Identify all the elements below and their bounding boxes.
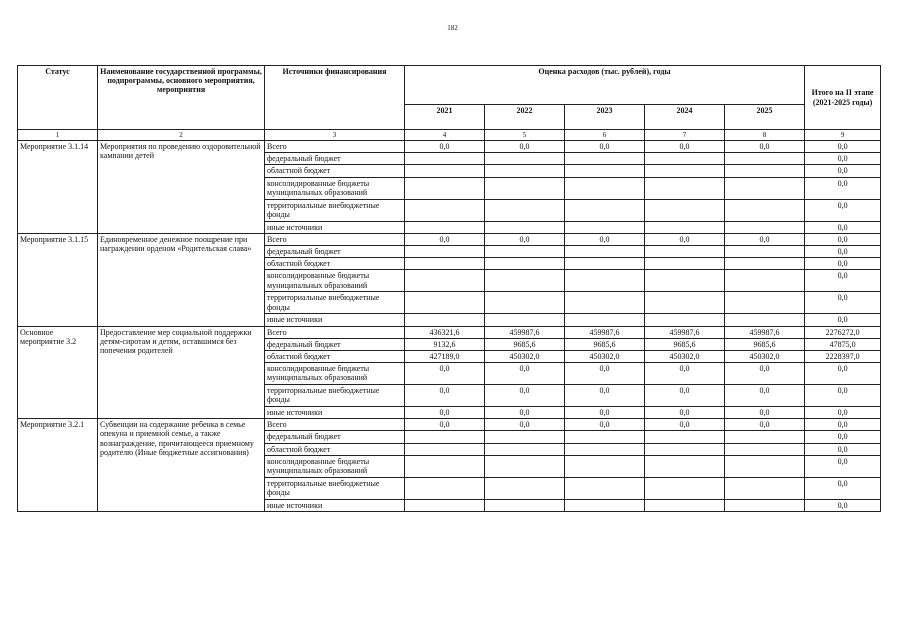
total-value: 0,0 — [805, 477, 881, 499]
year-value — [645, 199, 725, 221]
year-value — [485, 258, 565, 270]
year-value — [645, 153, 725, 165]
year-value — [485, 153, 565, 165]
total-value: 0,0 — [805, 141, 881, 153]
total-value: 0,0 — [805, 153, 881, 165]
year-value — [485, 221, 565, 233]
year-value — [565, 245, 645, 257]
total-value: 0,0 — [805, 443, 881, 455]
column-number: 9 — [805, 130, 881, 141]
table-row — [18, 233, 881, 245]
funding-source: федеральный бюджет — [265, 153, 405, 165]
funding-source: Всего — [265, 419, 405, 431]
funding-source: Всего — [265, 233, 405, 245]
year-value — [565, 292, 645, 314]
header-estimate: Оценка расходов (тыс. рублей), годы — [405, 66, 805, 105]
year-value: 0,0 — [725, 363, 805, 385]
column-number: 6 — [565, 130, 645, 141]
year-value — [485, 199, 565, 221]
funding-source: территориальные внебюджетные фонды — [265, 199, 405, 221]
year-value — [485, 499, 565, 511]
year-value — [405, 221, 485, 233]
header-year: 2024 — [645, 105, 725, 130]
column-number: 3 — [265, 130, 405, 141]
year-value: 0,0 — [725, 141, 805, 153]
year-value — [645, 177, 725, 199]
column-number: 5 — [485, 130, 565, 141]
year-value — [565, 314, 645, 326]
year-value: 0,0 — [725, 233, 805, 245]
funding-source: иные источники — [265, 407, 405, 419]
funding-source: областной бюджет — [265, 350, 405, 362]
year-value — [725, 499, 805, 511]
year-value: 0,0 — [405, 363, 485, 385]
year-value — [565, 499, 645, 511]
year-value — [405, 292, 485, 314]
year-value: 0,0 — [725, 419, 805, 431]
year-value — [485, 314, 565, 326]
total-value: 0,0 — [805, 165, 881, 177]
year-value — [565, 199, 645, 221]
total-value: 0,0 — [805, 314, 881, 326]
year-value: 0,0 — [645, 407, 725, 419]
header-sources: Источники финансирования — [265, 66, 405, 130]
year-value: 459987,6 — [725, 326, 805, 338]
row-status: Мероприятие 3.1.14 — [18, 141, 98, 234]
total-value: 0,0 — [805, 199, 881, 221]
year-value — [405, 177, 485, 199]
year-value: 9685,6 — [565, 338, 645, 350]
year-value — [405, 477, 485, 499]
funding-source: Всего — [265, 141, 405, 153]
year-value: 0,0 — [645, 363, 725, 385]
column-number: 2 — [98, 130, 265, 141]
total-value: 0,0 — [805, 455, 881, 477]
funding-source: федеральный бюджет — [265, 245, 405, 257]
year-value — [565, 431, 645, 443]
year-value: 9685,6 — [645, 338, 725, 350]
funding-source: консолидированные бюджеты муниципальных образований — [265, 270, 405, 292]
year-value: 0,0 — [645, 419, 725, 431]
header-name: Наименование государственной программы, подпрограммы, основного мероприятия, мероприятия — [98, 66, 265, 130]
year-value — [725, 314, 805, 326]
year-value: 0,0 — [485, 141, 565, 153]
total-value: 2228397,0 — [805, 350, 881, 362]
row-name: Субвенции на содержание ребенка в семье опекуна и приемной семье, а также вознаграждение, причитающееся приемному родителю (Иные бюджетные ассигнования) — [98, 419, 265, 512]
year-value: 459987,6 — [565, 326, 645, 338]
year-value — [645, 292, 725, 314]
year-value — [725, 431, 805, 443]
year-value — [645, 165, 725, 177]
year-value — [645, 258, 725, 270]
page-number: 182 — [447, 24, 458, 32]
funding-source: консолидированные бюджеты муниципальных образований — [265, 455, 405, 477]
year-value: 0,0 — [485, 363, 565, 385]
year-value: 0,0 — [565, 385, 645, 407]
year-value — [485, 455, 565, 477]
year-value — [405, 245, 485, 257]
total-value: 0,0 — [805, 233, 881, 245]
year-value — [725, 221, 805, 233]
year-value — [485, 443, 565, 455]
year-value: 459987,6 — [645, 326, 725, 338]
funding-source: территориальные внебюджетные фонды — [265, 477, 405, 499]
header-year: 2022 — [485, 105, 565, 130]
year-value: 450302,0 — [725, 350, 805, 362]
year-value: 9685,6 — [725, 338, 805, 350]
total-value: 0,0 — [805, 363, 881, 385]
year-value — [645, 477, 725, 499]
year-value — [565, 221, 645, 233]
year-value: 0,0 — [565, 363, 645, 385]
year-value — [405, 443, 485, 455]
year-value: 0,0 — [565, 407, 645, 419]
year-value: 0,0 — [645, 141, 725, 153]
year-value — [725, 199, 805, 221]
year-value — [405, 165, 485, 177]
year-value: 0,0 — [405, 407, 485, 419]
year-value — [725, 455, 805, 477]
year-value: 0,0 — [405, 233, 485, 245]
row-name: Единовременное денежное поощрение при награждении орденом «Родительская слава» — [98, 233, 265, 326]
column-number: 4 — [405, 130, 485, 141]
year-value — [725, 153, 805, 165]
year-value — [405, 270, 485, 292]
row-name: Мероприятия по проведению оздоровительной кампании детей — [98, 141, 265, 234]
funding-source: консолидированные бюджеты муниципальных образований — [265, 363, 405, 385]
year-value — [725, 477, 805, 499]
year-value — [565, 270, 645, 292]
year-value — [485, 477, 565, 499]
year-value: 0,0 — [645, 385, 725, 407]
year-value — [725, 270, 805, 292]
total-value: 47875,0 — [805, 338, 881, 350]
total-value: 0,0 — [805, 431, 881, 443]
total-value: 0,0 — [805, 245, 881, 257]
year-value — [405, 455, 485, 477]
year-value — [725, 165, 805, 177]
funding-source: федеральный бюджет — [265, 431, 405, 443]
year-value: 427189,0 — [405, 350, 485, 362]
year-value — [725, 177, 805, 199]
year-value: 0,0 — [565, 419, 645, 431]
column-number: 1 — [18, 130, 98, 141]
total-value: 0,0 — [805, 270, 881, 292]
year-value: 0,0 — [565, 141, 645, 153]
year-value: 436321,6 — [405, 326, 485, 338]
table-row — [18, 326, 881, 338]
year-value — [645, 455, 725, 477]
total-value: 0,0 — [805, 407, 881, 419]
table-row — [18, 141, 881, 153]
table-row — [18, 419, 881, 431]
year-value: 450302,0 — [645, 350, 725, 362]
funding-source: областной бюджет — [265, 165, 405, 177]
year-value — [485, 165, 565, 177]
funding-source: федеральный бюджет — [265, 338, 405, 350]
year-value: 459987,6 — [485, 326, 565, 338]
year-value — [485, 177, 565, 199]
year-value — [565, 153, 645, 165]
year-value: 0,0 — [405, 385, 485, 407]
year-value — [565, 455, 645, 477]
funding-source: иные источники — [265, 499, 405, 511]
year-value — [485, 245, 565, 257]
year-value — [645, 270, 725, 292]
year-value — [725, 258, 805, 270]
year-value — [405, 258, 485, 270]
funding-source: иные источники — [265, 221, 405, 233]
funding-source: территориальные внебюджетные фонды — [265, 385, 405, 407]
total-value: 0,0 — [805, 258, 881, 270]
year-value: 0,0 — [645, 233, 725, 245]
row-status: Мероприятие 3.1.15 — [18, 233, 98, 326]
header-status: Статус — [18, 66, 98, 130]
year-value — [645, 245, 725, 257]
total-value: 0,0 — [805, 177, 881, 199]
total-value: 0,0 — [805, 419, 881, 431]
total-value: 0,0 — [805, 499, 881, 511]
year-value: 450302,0 — [485, 350, 565, 362]
year-value: 0,0 — [725, 407, 805, 419]
table-body — [18, 141, 881, 512]
year-value — [405, 314, 485, 326]
year-value: 450302,0 — [565, 350, 645, 362]
year-value — [565, 477, 645, 499]
year-value: 9132,6 — [405, 338, 485, 350]
total-value: 0,0 — [805, 292, 881, 314]
year-value: 0,0 — [725, 385, 805, 407]
funding-source: консолидированные бюджеты муниципальных образований — [265, 177, 405, 199]
year-value — [645, 499, 725, 511]
funding-source: Всего — [265, 326, 405, 338]
year-value — [485, 270, 565, 292]
funding-source: областной бюджет — [265, 258, 405, 270]
header-year: 2023 — [565, 105, 645, 130]
total-value: 2276272,0 — [805, 326, 881, 338]
year-value — [645, 431, 725, 443]
year-value: 0,0 — [485, 385, 565, 407]
header-year: 2021 — [405, 105, 485, 130]
column-number: 8 — [725, 130, 805, 141]
year-value — [405, 499, 485, 511]
year-value: 0,0 — [485, 419, 565, 431]
year-value: 0,0 — [405, 141, 485, 153]
year-value — [645, 443, 725, 455]
column-number: 7 — [645, 130, 725, 141]
year-value: 0,0 — [405, 419, 485, 431]
year-value — [565, 165, 645, 177]
year-value — [405, 431, 485, 443]
header-total: Итого на II этапе (2021-2025 годы) — [805, 66, 881, 130]
year-value — [405, 153, 485, 165]
total-value: 0,0 — [805, 385, 881, 407]
row-name: Предоставление мер социальной поддержки детям-сиротам и детям, оставшимся без попечения родителей — [98, 326, 265, 419]
year-value — [725, 292, 805, 314]
year-value: 0,0 — [485, 233, 565, 245]
year-value — [485, 431, 565, 443]
year-value: 0,0 — [565, 233, 645, 245]
funding-source: иные источники — [265, 314, 405, 326]
year-value: 9685,6 — [485, 338, 565, 350]
year-value — [645, 314, 725, 326]
budget-table — [17, 65, 881, 512]
year-value — [565, 258, 645, 270]
year-value — [725, 443, 805, 455]
year-value — [565, 443, 645, 455]
funding-source: территориальные внебюджетные фонды — [265, 292, 405, 314]
header-year: 2025 — [725, 105, 805, 130]
funding-source: областной бюджет — [265, 443, 405, 455]
year-value: 0,0 — [485, 407, 565, 419]
year-value — [565, 177, 645, 199]
row-status: Основное мероприятие 3.2 — [18, 326, 98, 419]
year-value — [645, 221, 725, 233]
year-value — [725, 245, 805, 257]
year-value — [405, 199, 485, 221]
year-value — [485, 292, 565, 314]
row-status: Мероприятие 3.2.1 — [18, 419, 98, 512]
total-value: 0,0 — [805, 221, 881, 233]
